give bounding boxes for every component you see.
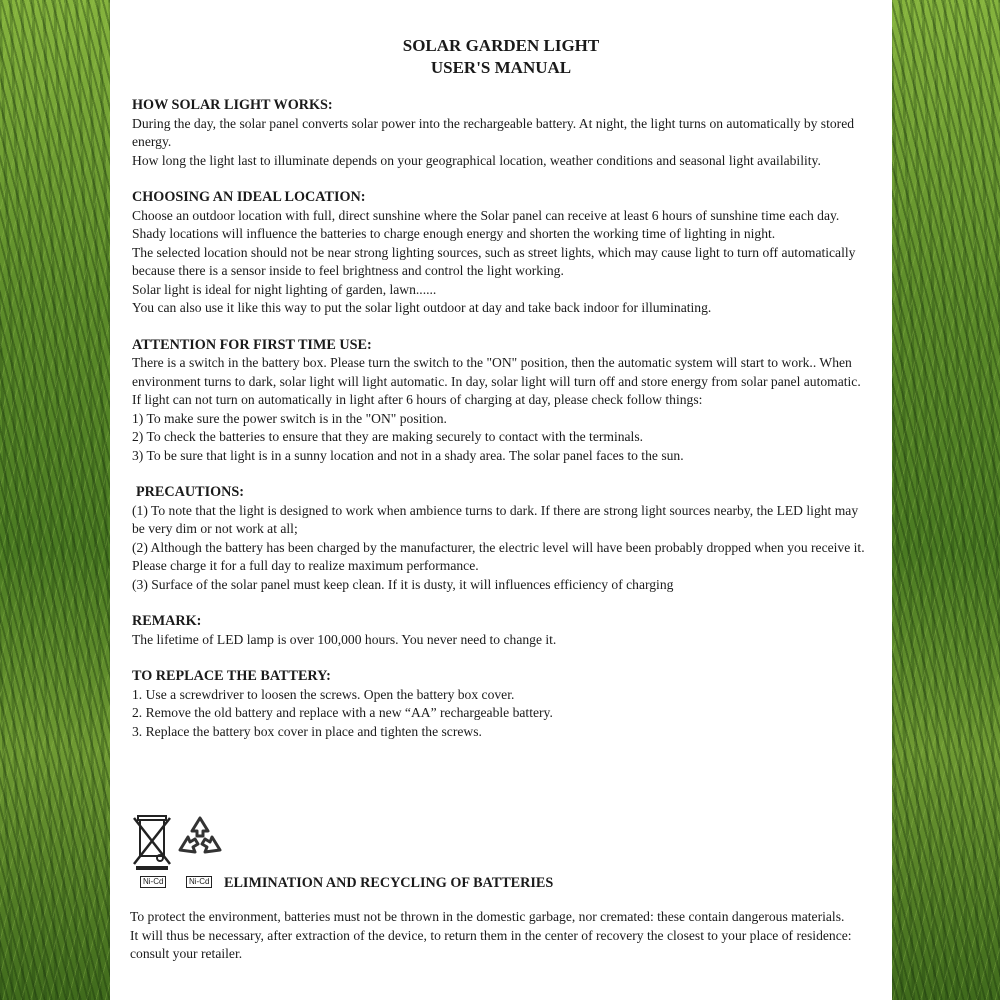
crossed-out-wheelie-bin-icon <box>132 812 174 874</box>
manual-title <box>110 35 892 79</box>
precaution-item: (2) Although the battery has been charged by the manufacturer, the electric level will have been probably dropped when you receive it. Please charge it for a full day to realize maximum performance. <box>132 539 865 573</box>
heading-recycling: ELIMINATION AND RECYCLING OF BATTERIES <box>224 875 554 891</box>
replace-step: 2. Remove the old battery and replace with a new “AA” rechargeable battery. <box>132 705 553 720</box>
attention-item: 2) To check the batteries to ensure that they are making securely to contact with the terminals. <box>132 429 644 444</box>
manual-body <box>132 96 874 741</box>
location-paragraph-1: Choose an outdoor location with full, direct sunshine where the Solar panel can receive at least 6 hours of sunshine time each day. Shady locations will influence the batteries to charge enough energy and shorten the working time of lighting in night. <box>132 207 840 241</box>
manual-sheet <box>110 0 892 1000</box>
location-paragraph-3: Solar light is ideal for night lighting of garden, lawn...... <box>132 281 437 297</box>
how-paragraph-2: How long the light last to illuminate depends on your geographical location, weather conditions and seasonal light availability. <box>132 152 821 168</box>
recycling-paragraph-1: To protect the environment, batteries must not be thrown in the domestic garbage, nor cremated: these contain dangerous materials. <box>130 909 845 924</box>
attention-item: 3) To be sure that light is in a sunny location and not in a shady area. The solar panel faces to the sun. <box>132 447 684 463</box>
heading-how-it-works: HOW SOLAR LIGHT WORKS: <box>132 97 333 113</box>
attention-item: 1) To make sure the power switch is in the "ON" position. <box>132 410 447 426</box>
heading-precautions: PRECAUTIONS: <box>136 484 244 500</box>
attention-paragraph-1: There is a switch in the battery box. Please turn the switch to the "ON" position, then the automatic system will start to work.. When environment turns to dark, solar light will light automatic. In day, solar light will turn off and store energy from solar panel automatic. <box>132 355 861 389</box>
recycling-body <box>130 908 876 964</box>
heading-remark: REMARK: <box>132 613 202 629</box>
remark-paragraph: The lifetime of LED lamp is over 100,000 hours. You never need to change it. <box>132 631 557 647</box>
replace-step: 1. Use a screwdriver to loosen the screws. Open the battery box cover. <box>132 686 515 702</box>
ni-cd-label: Ni-Cd <box>140 876 166 888</box>
heading-replace-battery: TO REPLACE THE BATTERY: <box>132 668 331 684</box>
how-paragraph-1: During the day, the solar panel converts solar power into the rechargeable battery. At night, the light turns on automatically by stored energy. <box>132 115 855 149</box>
location-paragraph-4: You can also use it like this way to put the solar light outdoor at day and take back indoor for illuminating. <box>132 300 712 315</box>
heading-location: CHOOSING AN IDEAL LOCATION: <box>132 189 366 205</box>
ni-cd-label: Ni-Cd <box>186 876 212 888</box>
title-line-2: USER'S MANUAL <box>430 58 572 77</box>
grass-background-right <box>890 0 1000 1000</box>
heading-first-time-use: ATTENTION FOR FIRST TIME USE: <box>132 336 372 353</box>
recycling-paragraph-2: It will thus be necessary, after extraction of the device, to return them in the center of recovery the closest to your place of residence: consult your retailer. <box>130 927 852 961</box>
grass-background-left <box>0 0 110 1000</box>
attention-paragraph-2: If light can not turn on automatically in light after 6 hours of charging at day, please check follow things: <box>132 392 703 407</box>
precaution-item: (1) To note that the light is designed to work when ambience turns to dark. If there are strong light sources nearby, the LED light may be very dim or not work at all; <box>132 502 859 536</box>
recycling-section-header <box>132 812 892 892</box>
precaution-item: (3) Surface of the solar panel must keep clean. If it is dusty, it will influences efficiency of charging <box>132 576 674 592</box>
location-paragraph-2: The selected location should not be near strong lighting sources, such as street lights, which may cause light to turn off automatically because there is a sensor inside to feel brightness and control the light working. <box>132 244 856 278</box>
recycling-arrows-icon <box>176 814 224 862</box>
title-line-1: SOLAR GARDEN LIGHT <box>402 36 600 55</box>
replace-step: 3. Replace the battery box cover in place and tighten the screws. <box>132 723 482 739</box>
